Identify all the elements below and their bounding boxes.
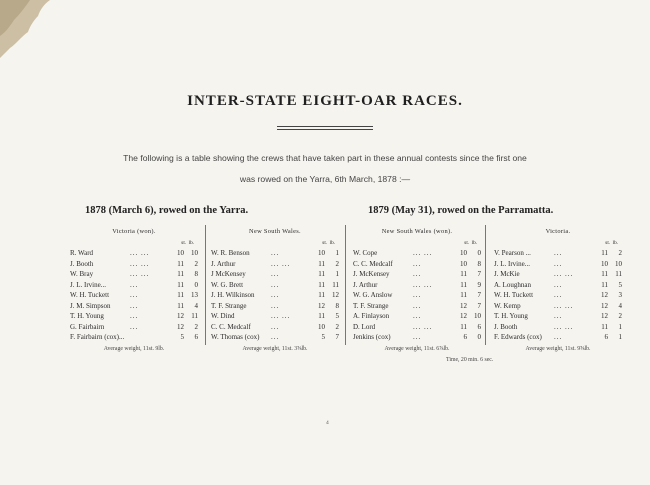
crew-row: J. Arthur ... ... 11 9 — [353, 280, 481, 289]
race-time: Time, 20 min. 6 sec. — [446, 357, 494, 363]
crew-row: F. Fairbairn (cox)... 5 6 — [70, 333, 198, 341]
crew-row: Jenkins (cox) ... 6 0 — [353, 333, 481, 341]
crew-row: J. Booth ... ... 11 2 — [70, 259, 198, 268]
crew-row: T. F. Strange ... 12 7 — [353, 301, 481, 310]
st-lb-header: st. lb. — [181, 240, 194, 246]
crew-row: V. Pearson ... ... 11 2 — [494, 249, 622, 257]
crew-row: A. Loughnan ... 11 5 — [494, 280, 622, 289]
torn-corner — [0, 0, 52, 58]
st-lb-header: st. lb. — [464, 240, 477, 246]
crew-row: C. C. Medcalf ... 10 8 — [353, 259, 481, 268]
race-1878-heading: 1878 (March 6), rowed on the Yarra. — [85, 205, 249, 216]
crew-row: W. R. Benson ... 10 1 — [211, 249, 339, 257]
title-rule-top — [277, 126, 373, 127]
crew-title: New South Wales. — [249, 228, 301, 235]
crew-row: T. F. Strange ... 12 8 — [211, 301, 339, 310]
crew-row: W. H. Tuckett ... 12 3 — [494, 291, 622, 299]
average-weight: Average weight, 11st. 9lb. — [103, 346, 165, 352]
crew-row: J. M. Simpson ... 11 4 — [70, 301, 198, 310]
crew-title: Victoria. — [545, 228, 571, 235]
crew-row: W. Bray ... ... 11 8 — [70, 270, 198, 278]
crew-row: W. H. Tuckett ... 11 13 — [70, 291, 198, 299]
crew-row: J. L. Irvine... ... 11 0 — [70, 280, 198, 289]
crew-1878-victoria — [70, 228, 198, 343]
average-weight: Average weight, 11st. 6⅞lb. — [384, 346, 450, 352]
crew-row: J. H. Wilkinson ... 11 12 — [211, 291, 339, 299]
crew-row: G. Fairbairn ... 12 2 — [70, 322, 198, 331]
crew-row: W. G. Brett ... 11 11 — [211, 280, 339, 289]
crew-row: W. Thomas (cox) ... 5 7 — [211, 333, 339, 341]
crew-row: C. C. Medcalf ... 10 2 — [211, 322, 339, 331]
crew-row: J. McKensey ... 11 7 — [353, 270, 481, 278]
st-lb-header: st. lb. — [322, 240, 335, 246]
crew-row: J. McKie ... ... 11 11 — [494, 270, 622, 278]
page-number: 4 — [326, 420, 329, 426]
crew-1878-nsw — [211, 228, 339, 343]
st-lb-header: st. lb. — [605, 240, 618, 246]
crew-row: T. H. Young ... 12 2 — [494, 312, 622, 320]
crew-1879-victoria — [494, 228, 622, 343]
average-weight: Average weight, 11st. 9⅝lb. — [525, 346, 591, 352]
crew-row: F. Edwards (cox) ... 6 1 — [494, 333, 622, 341]
column-divider — [345, 225, 346, 345]
crew-row: T. H. Young ... 12 11 — [70, 312, 198, 320]
race-1879-heading: 1879 (May 31), rowed on the Parramatta. — [368, 205, 554, 216]
crew-row: J. L. Irvine... ... 10 10 — [494, 259, 622, 268]
intro-line-2: was rowed on the Yarra, 6th March, 1878 :— — [239, 174, 411, 184]
crew-title: Victoria (won). — [112, 228, 156, 235]
column-divider — [485, 225, 486, 345]
crew-row: W. Dind ... ... 11 5 — [211, 312, 339, 320]
crew-row: R. Ward ... ... 10 10 — [70, 249, 198, 257]
crew-row: W. G. Anslow ... 11 7 — [353, 291, 481, 299]
crew-row: J. Arthur ... ... 11 2 — [211, 259, 339, 268]
average-weight: Average weight, 11st. 3⅝lb. — [242, 346, 308, 352]
intro-line-1: The following is a table showing the crews that have taken part in these annual contests since the first one — [123, 153, 527, 163]
crew-row: J McKensey ... 11 1 — [211, 270, 339, 278]
crew-row: W. Kemp ... ... 12 4 — [494, 301, 622, 310]
crew-1879-nsw — [353, 228, 481, 343]
crew-row: J. Booth ... ... 11 1 — [494, 322, 622, 331]
title-rule-bottom — [277, 129, 373, 130]
crew-row: D. Lord ... ... 11 6 — [353, 322, 481, 331]
crew-title: New South Wales (won). — [381, 228, 453, 235]
crew-row: A. Finlayson ... 12 10 — [353, 312, 481, 320]
crew-row: W. Cope ... ... 10 0 — [353, 249, 481, 257]
page-title: INTER-STATE EIGHT-OAR RACES. — [187, 93, 463, 109]
column-divider — [205, 225, 206, 345]
